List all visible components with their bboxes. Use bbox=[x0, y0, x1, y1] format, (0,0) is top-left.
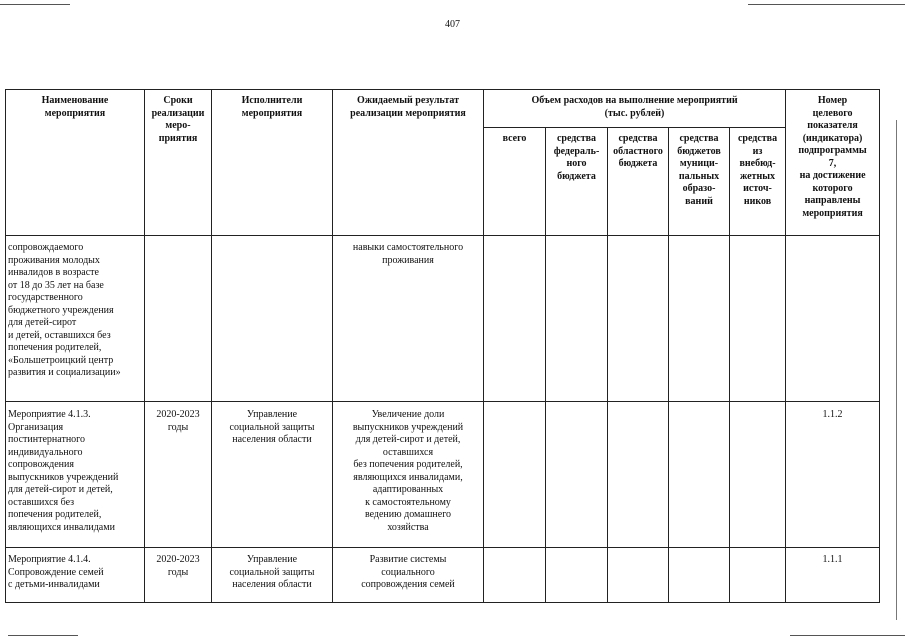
header-name: Наименование мероприятия bbox=[6, 90, 145, 236]
cell-executors bbox=[212, 236, 333, 402]
cell-federal bbox=[546, 402, 608, 548]
table-header-row bbox=[6, 90, 880, 128]
cell-executors: Управление социальной защиты населения области bbox=[212, 548, 333, 603]
cell-federal bbox=[546, 548, 608, 603]
table-row bbox=[6, 236, 880, 402]
cell-extrabudget bbox=[730, 402, 786, 548]
header-result: Ожидаемый результат реализации мероприятия bbox=[333, 90, 484, 236]
cell-result: Развитие системы социального сопровождения семей bbox=[333, 548, 484, 603]
header-municipal: средства бюджетов муници- пальных образо- ваний bbox=[669, 128, 730, 236]
cell-indicator bbox=[786, 236, 880, 402]
table-row bbox=[6, 402, 880, 548]
cell-result: навыки самостоятельного проживания bbox=[333, 236, 484, 402]
cell-regional bbox=[608, 236, 669, 402]
scan-edge-top-left bbox=[0, 4, 70, 5]
measures-table bbox=[5, 89, 880, 603]
cell-terms: 2020-2023 годы bbox=[145, 402, 212, 548]
cell-total bbox=[484, 402, 546, 548]
cell-name: Мероприятие 4.1.3. Организация постинтернатного индивидуального сопровождения выпускников учреждений для детей-сирот и детей, оставшихся без попечения родителей, являющихся инвалидами bbox=[6, 402, 145, 548]
cell-terms: 2020-2023 годы bbox=[145, 548, 212, 603]
header-expenses: Объем расходов на выполнение мероприятий (тыс. рублей) bbox=[484, 90, 786, 128]
cell-executors: Управление социальной защиты населения области bbox=[212, 402, 333, 548]
scan-edge-right bbox=[896, 120, 897, 620]
cell-name: Мероприятие 4.1.4. Сопровождение семей с детьми-инвалидами bbox=[6, 548, 145, 603]
header-total: всего bbox=[484, 128, 546, 236]
header-extrabudget: средства из внебюд- жетных источ- ников bbox=[730, 128, 786, 236]
header-executors: Исполнители мероприятия bbox=[212, 90, 333, 236]
cell-regional bbox=[608, 548, 669, 603]
cell-indicator: 1.1.2 bbox=[786, 402, 880, 548]
cell-name: сопровождаемого проживания молодых инвалидов в возрасте от 18 до 35 лет на базе государственного бюджетного учреждения для детей-сирот и детей, оставшихся без попечения родителей, «Большетроицкий центр развития и социализации» bbox=[6, 236, 145, 402]
scan-edge-bottom-left bbox=[8, 635, 78, 636]
cell-municipal bbox=[669, 236, 730, 402]
scan-edge-bottom-right bbox=[790, 635, 905, 636]
cell-indicator: 1.1.1 bbox=[786, 548, 880, 603]
header-terms: Сроки реализации меро- приятия bbox=[145, 90, 212, 236]
cell-municipal bbox=[669, 402, 730, 548]
cell-total bbox=[484, 236, 546, 402]
cell-extrabudget bbox=[730, 548, 786, 603]
cell-terms bbox=[145, 236, 212, 402]
cell-result: Увеличение доли выпускников учреждений для детей-сирот и детей, оставшихся без попечения родителей, являющихся инвалидами, адаптированных к самостоятельному ведению домашнего хозяйства bbox=[333, 402, 484, 548]
header-federal: средства федераль- ного бюджета bbox=[546, 128, 608, 236]
cell-total bbox=[484, 548, 546, 603]
header-indicator: Номер целевого показателя (индикатора) подпрограммы 7, на достижение которого направлены мероприятия bbox=[786, 90, 880, 236]
page-number: 407 bbox=[445, 19, 460, 30]
cell-extrabudget bbox=[730, 236, 786, 402]
scan-edge-top-right bbox=[748, 4, 905, 5]
cell-municipal bbox=[669, 548, 730, 603]
cell-regional bbox=[608, 402, 669, 548]
cell-federal bbox=[546, 236, 608, 402]
header-regional: средства областного бюджета bbox=[608, 128, 669, 236]
table-row bbox=[6, 548, 880, 603]
